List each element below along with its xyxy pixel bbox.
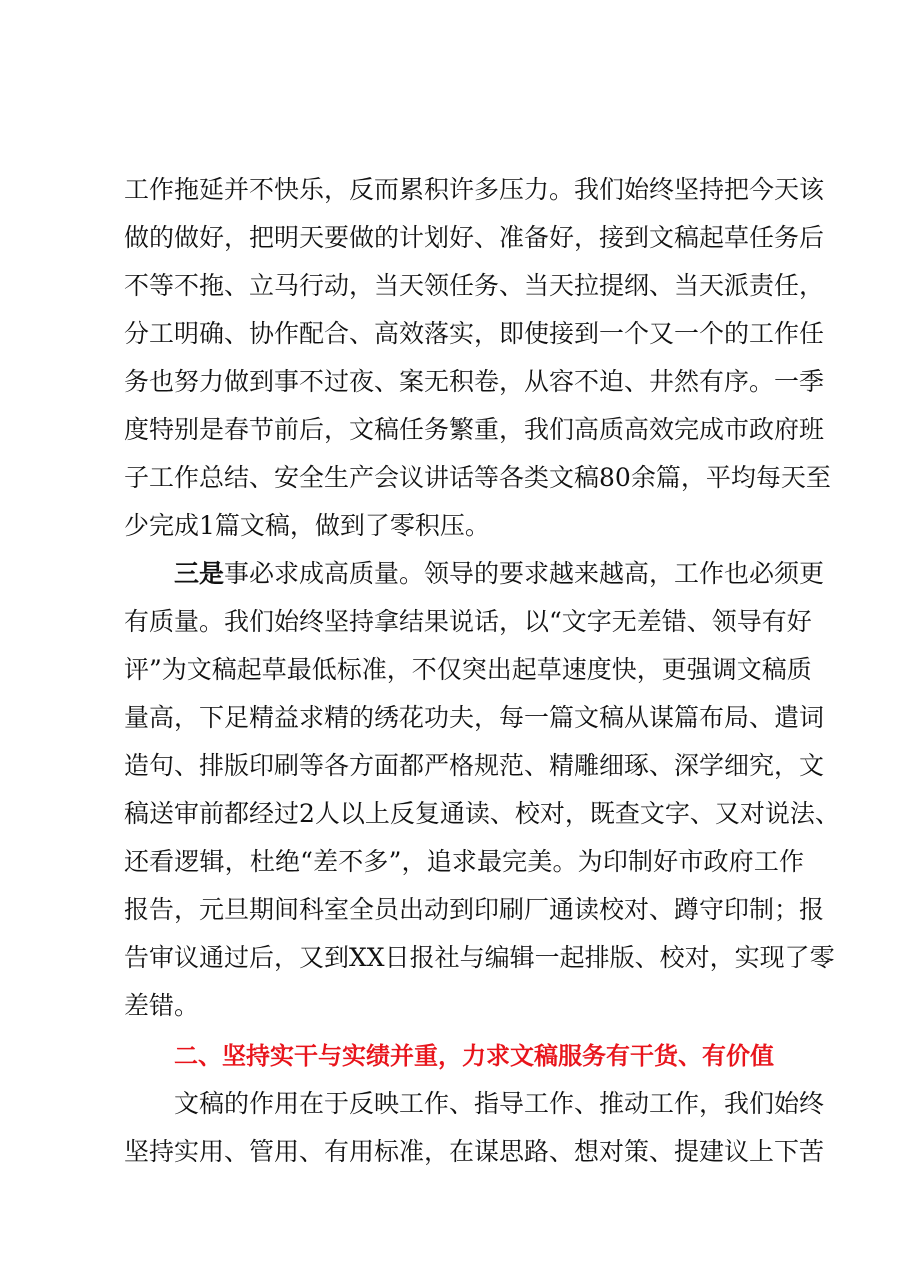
- text-line: 子工作总结、安全生产会议讲话等各类文稿80余篇，平均每天至: [124, 463, 831, 492]
- text-line: 还看逻辑，杜绝“差不多”，追求最完美。为印制好市政府工作: [124, 847, 804, 876]
- section-heading: 二、坚持实干与实绩并重，力求文稿服务有干货、有价值: [174, 1042, 774, 1070]
- text-line: 做的做好，把明天要做的计划好、准备好，接到文稿起草任务后: [124, 223, 825, 252]
- text-line: 造句、排版印刷等各方面都严格规范、精雕细琢、深学细究，文: [124, 751, 825, 780]
- text-line: 少完成1篇文稿，做到了零积压。: [124, 511, 490, 540]
- text-line-first: [174, 558, 825, 590]
- text-line: 文稿的作用在于反映工作、指导工作、推动工作，我们始终: [174, 1089, 825, 1118]
- text-line: 分工明确、协作配合、高效落实，即使接到一个又一个的工作任: [124, 319, 825, 348]
- text-line: 务也努力做到事不过夜、案无积卷，从容不迫、井然有序。一季: [124, 367, 825, 396]
- text-line: 量高，下足精益求精的绣花功夫，每一篇文稿从谋篇布局、遣词: [124, 703, 825, 732]
- text-line: 稿送审前都经过2人以上反复通读、校对，既查文字、又对说法、: [124, 799, 840, 828]
- text-line: 报告，元旦期间科室全员出动到印刷厂通读校对、蹲守印制；报: [124, 895, 825, 924]
- text-line: 有质量。我们始终坚持拿结果说话，以“文字无差错、领导有好: [124, 607, 812, 636]
- text-line: 差错。: [124, 991, 200, 1020]
- text-line: 坚持实用、管用、有用标准，在谋思路、想对策、提建议上下苦: [124, 1137, 825, 1166]
- text-line: 评”为文稿起草最低标准，不仅突出起草速度快，更强调文稿质: [124, 655, 812, 684]
- text-line: 不等不拖、立马行动，当天领任务、当天拉提纲、当天派责任，: [124, 271, 825, 300]
- paragraph-text: 事必求成高质量。领导的要求越来越高，工作也必须更: [224, 559, 825, 588]
- text-line: 工作拖延并不快乐，反而累积许多压力。我们始终坚持把今天该: [124, 175, 825, 204]
- paragraph-lead: 三是: [174, 559, 225, 588]
- text-line: 度特别是春节前后，文稿任务繁重，我们高质高效完成市政府班: [124, 415, 825, 444]
- text-line: 告审议通过后，又到XX日报社与编辑一起排版、校对，实现了零: [124, 943, 835, 972]
